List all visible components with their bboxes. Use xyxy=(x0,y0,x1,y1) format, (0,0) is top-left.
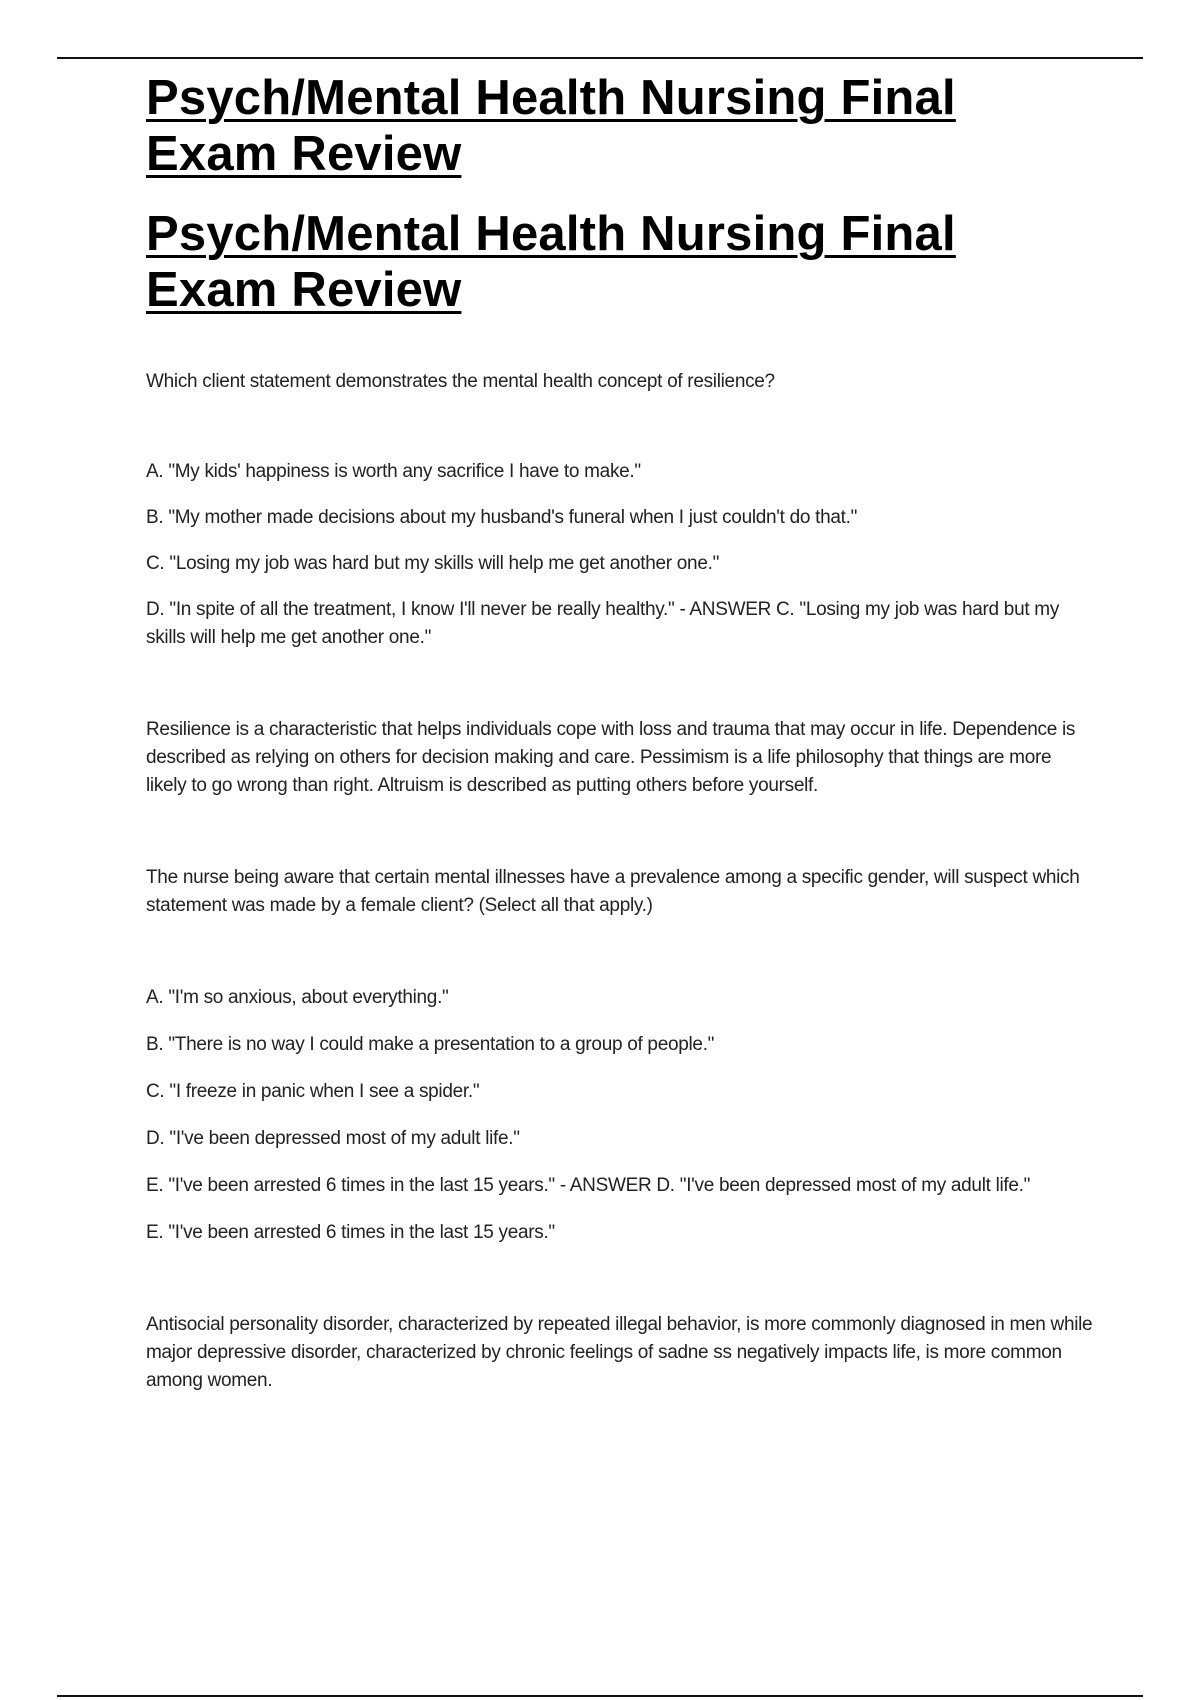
document-title: Psych/Mental Health Nursing Final Exam Review xyxy=(146,71,956,181)
question-1-option-b: B. "My mother made decisions about my husband's funeral when I just couldn't do that." xyxy=(146,507,858,528)
question-2-option-a: A. "I'm so anxious, about everything." xyxy=(146,987,449,1008)
question-2-option-d: D. "I've been depressed most of my adult life." xyxy=(146,1128,520,1149)
question-1-option-d-answer: D. "In spite of all the treatment, I know I'll never be really healthy." - ANSWER C. "Losing my job was hard but my skills will help me get another one." xyxy=(146,599,1060,648)
question-2-option-b: B. "There is no way I could make a presentation to a group of people." xyxy=(146,1034,715,1055)
question-2-option-c: C. "I freeze in panic when I see a spider." xyxy=(146,1081,480,1102)
question-1-prompt: Which client statement demonstrates the mental health concept of resilience? xyxy=(146,371,775,392)
question-2-prompt: The nurse being aware that certain mental illnesses have a prevalence among a specific gender, will suspect which statement was made by a female client? (Select all that apply.) xyxy=(146,867,1080,916)
top-rule xyxy=(57,57,1143,59)
document-page xyxy=(146,70,1096,1395)
bottom-rule xyxy=(57,1695,1143,1697)
question-2-explanation: Antisocial personality disorder, characterized by repeated illegal behavior, is more commonly diagnosed in men while major depressive disorder, characterized by chronic feelings of sadne ss negatively impacts life, is more common among women. xyxy=(146,1314,1093,1391)
question-1-option-a: A. "My kids' happiness is worth any sacrifice I have to make." xyxy=(146,461,641,482)
question-2-option-e: E. "I've been arrested 6 times in the last 15 years." xyxy=(146,1222,555,1243)
question-2-option-e-answer: E. "I've been arrested 6 times in the last 15 years." - ANSWER D. "I've been depressed most of my adult life." xyxy=(146,1175,1031,1196)
document-title-repeat: Psych/Mental Health Nursing Final Exam Review xyxy=(146,207,956,317)
question-1-option-c: C. "Losing my job was hard but my skills will help me get another one." xyxy=(146,553,720,574)
question-1-options xyxy=(146,458,1096,652)
question-2-options xyxy=(146,984,1096,1247)
question-1-explanation: Resilience is a characteristic that helps individuals cope with loss and trauma that may occur in life. Dependence is described as relying on others for decision making and care. Pessimism is a life philosophy that things are more likely to go wrong than right. Altruism is described as putting others before yourself. xyxy=(146,719,1076,796)
